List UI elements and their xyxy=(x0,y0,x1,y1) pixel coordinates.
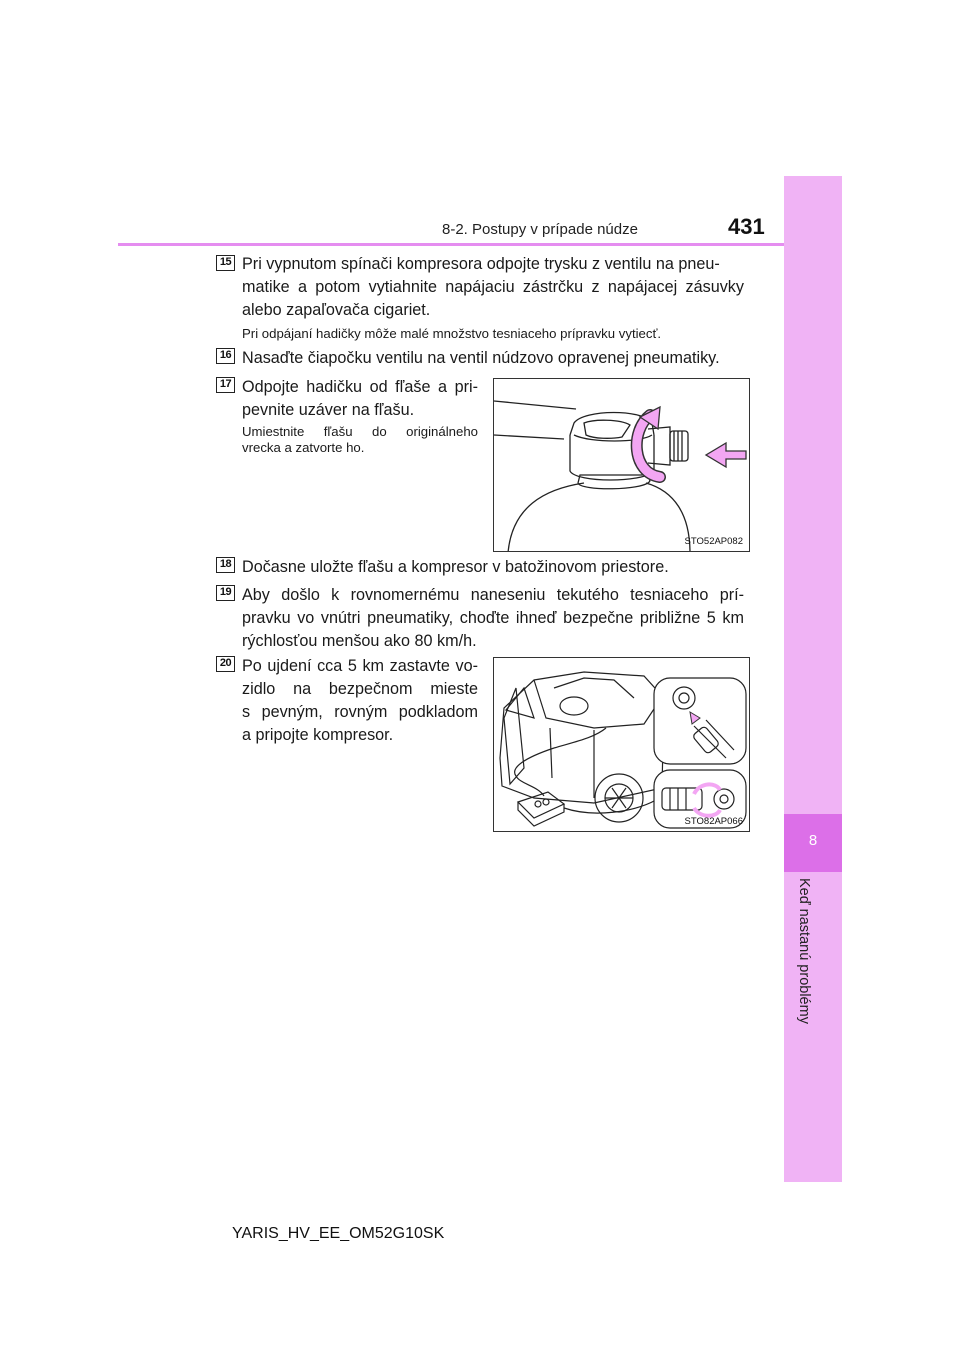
step-17-line-1: Odpojte hadičku od fľaše a pri- xyxy=(242,378,478,396)
figure-compressor-connection xyxy=(493,657,750,832)
step-number-19: 19 xyxy=(216,585,235,601)
step-15-line-2: matike a potom vytiahnite napájaciu zástrčku z napájacej zásuvky xyxy=(242,278,744,296)
step-number-16: 16 xyxy=(216,348,235,364)
section-title: 8-2. Postupy v prípade núdze xyxy=(442,221,638,238)
step-20-line-4: a pripojte kompresor. xyxy=(242,726,394,744)
step-17-note-line-1: Umiestnite fľašu do originálneho xyxy=(242,424,478,439)
page-number: 431 xyxy=(728,214,765,239)
step-number-17: 17 xyxy=(216,377,235,393)
step-20-line-1: Po ujdení cca 5 km zastavte vo- xyxy=(242,657,478,675)
step-15-note: Pri odpájaní hadičky môže malé množstvo tesniaceho prípravku vytiecť. xyxy=(242,326,662,341)
chapter-number: 8 xyxy=(808,832,818,849)
step-19-line-3: rýchlosťou menšou ako 80 km/h. xyxy=(242,632,477,650)
chapter-tab[interactable] xyxy=(784,814,842,872)
compressor-illustration xyxy=(494,658,750,832)
step-number-18: 18 xyxy=(216,557,235,573)
step-20-line-3: s pevným, rovným podkladom xyxy=(242,703,478,721)
sidebar-band-bottom xyxy=(784,872,842,1182)
figure-code: STO82AP066 xyxy=(684,816,743,827)
sidebar-band-top xyxy=(784,176,842,814)
step-number-20: 20 xyxy=(216,656,235,672)
step-19-line-2: pravku vo vnútri pneumatiky, choďte ihneď bezpečne približne 5 km xyxy=(242,609,744,627)
step-17-line-2: pevnite uzáver na fľašu. xyxy=(242,401,415,419)
step-15-line-3: alebo zapaľovača cigariet. xyxy=(242,301,431,319)
step-17-note-line-2: vrecka a zatvorte ho. xyxy=(242,440,365,455)
figure-code: STO52AP082 xyxy=(684,536,743,547)
chapter-title: Keď nastanú problémy xyxy=(796,878,812,1024)
figure-bottle-cap xyxy=(493,378,750,552)
step-15-line-1: Pri vypnutom spínači kompresora odpojte trysku z ventilu na pneu- xyxy=(242,255,720,273)
step-number-15: 15 xyxy=(216,255,235,271)
step-16-line-1: Nasaďte čiapočku ventilu na ventil núdzovo opravenej pneumatiky. xyxy=(242,349,720,367)
step-19-line-1: Aby došlo k rovnomernému naneseniu tekutého tesniaceho prí- xyxy=(242,586,744,604)
step-18-line-1: Dočasne uložte fľašu a kompresor v batožinovom priestore. xyxy=(242,558,669,576)
step-20-line-2: zidlo na bezpečnom mieste xyxy=(242,680,478,698)
document-code: YARIS_HV_EE_OM52G10SK xyxy=(232,1225,445,1242)
header-rule xyxy=(118,243,784,246)
bottle-cap-illustration xyxy=(494,379,750,552)
